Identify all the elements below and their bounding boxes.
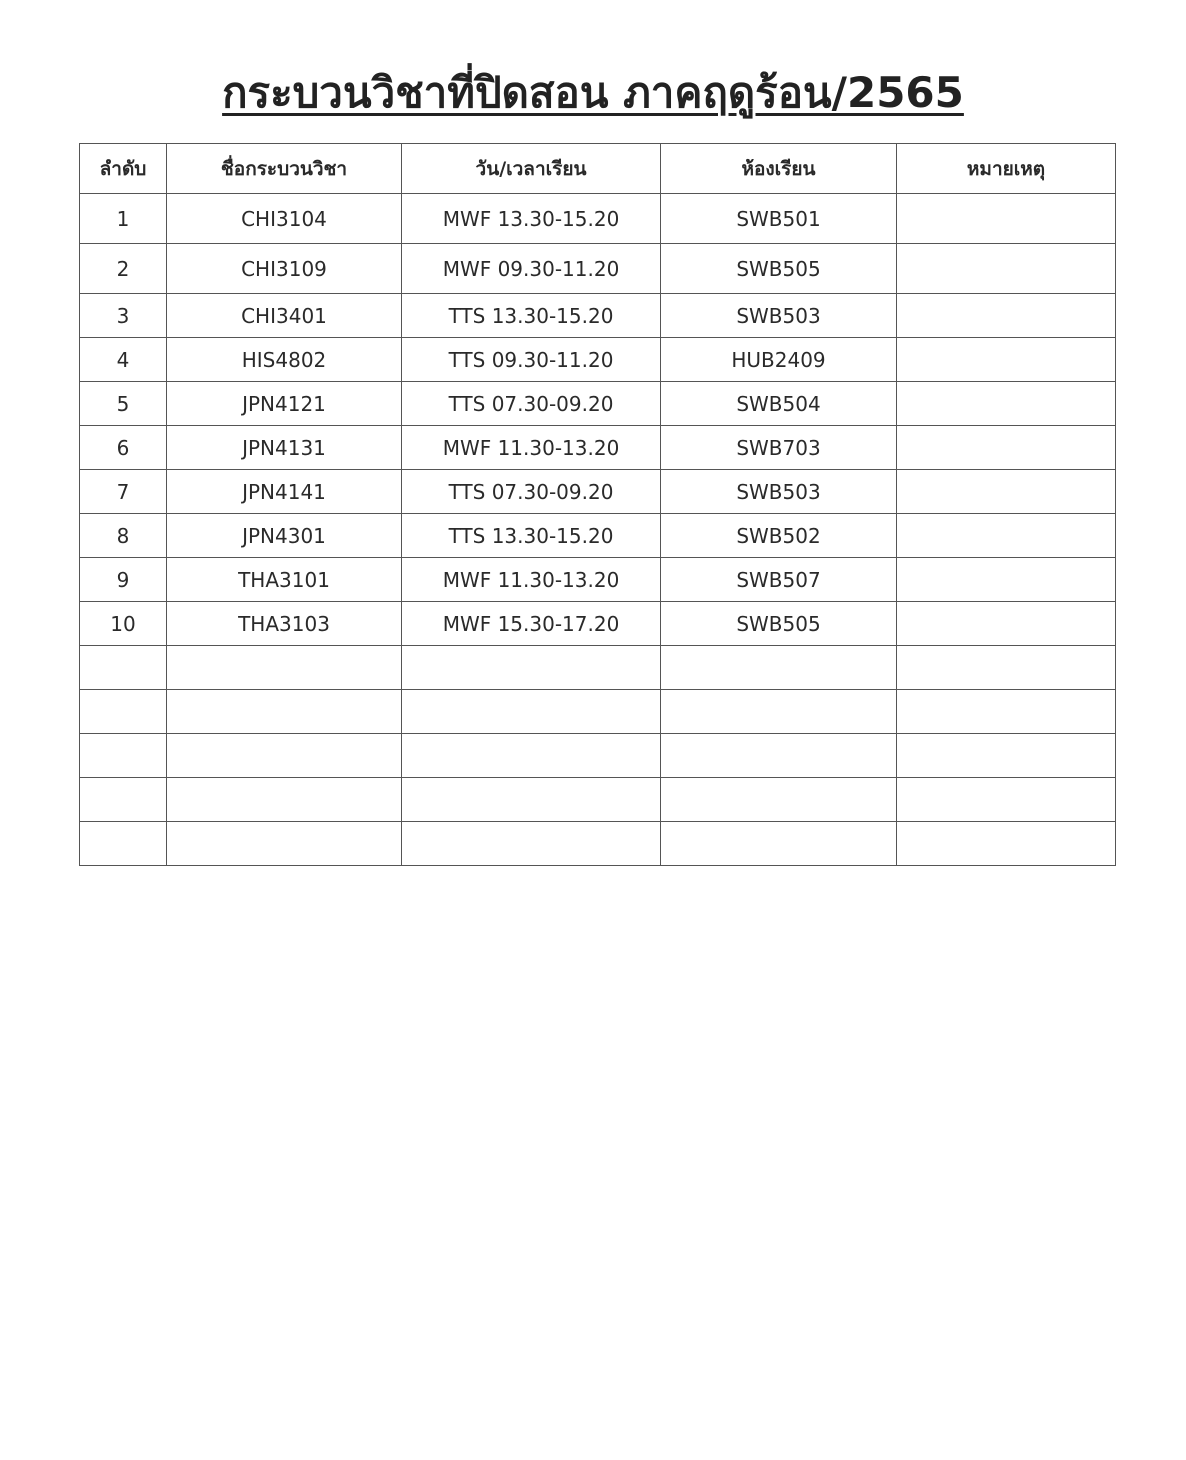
cell-order: 10	[80, 602, 167, 646]
cell-remark	[897, 514, 1116, 558]
cell-room: SWB505	[661, 602, 897, 646]
cell-time: TTS 09.30-11.20	[402, 338, 661, 382]
table-row-empty	[80, 778, 1116, 822]
table-row	[80, 382, 1116, 426]
table-row-empty	[80, 690, 1116, 734]
cell-room: SWB501	[661, 194, 897, 244]
cell-order: 3	[80, 294, 167, 338]
cell-empty	[661, 778, 897, 822]
cell-order: 6	[80, 426, 167, 470]
cell-course: JPN4141	[167, 470, 402, 514]
cell-remark	[897, 382, 1116, 426]
cell-remark	[897, 470, 1116, 514]
header-order: ลำดับ	[80, 144, 167, 194]
cell-course: HIS4802	[167, 338, 402, 382]
table-row	[80, 514, 1116, 558]
cell-empty	[80, 646, 167, 690]
cell-empty	[80, 778, 167, 822]
cell-course: JPN4121	[167, 382, 402, 426]
table-row-empty	[80, 646, 1116, 690]
cell-room: SWB505	[661, 244, 897, 294]
cell-remark	[897, 558, 1116, 602]
cell-room: SWB503	[661, 294, 897, 338]
cell-empty	[897, 646, 1116, 690]
cell-order: 1	[80, 194, 167, 244]
cell-remark	[897, 244, 1116, 294]
table-row-empty	[80, 734, 1116, 778]
cell-empty	[167, 778, 402, 822]
table-row	[80, 470, 1116, 514]
table-row	[80, 244, 1116, 294]
table-row-empty	[80, 822, 1116, 866]
cell-empty	[897, 778, 1116, 822]
cell-order: 2	[80, 244, 167, 294]
cell-empty	[80, 822, 167, 866]
cell-empty	[402, 690, 661, 734]
cell-course: THA3101	[167, 558, 402, 602]
cell-empty	[80, 734, 167, 778]
cell-empty	[661, 734, 897, 778]
table-row	[80, 338, 1116, 382]
cell-remark	[897, 194, 1116, 244]
page-title-text: กระบวนวิชาที่ปิดสอน ภาคฤดูร้อน/2565	[222, 68, 964, 117]
cell-course: THA3103	[167, 602, 402, 646]
cell-room: SWB502	[661, 514, 897, 558]
table-row	[80, 294, 1116, 338]
cell-time: MWF 13.30-15.20	[402, 194, 661, 244]
cell-empty	[402, 734, 661, 778]
cell-time: MWF 11.30-13.20	[402, 426, 661, 470]
course-schedule-table	[79, 143, 1116, 866]
cell-time: TTS 13.30-15.20	[402, 514, 661, 558]
cell-time: MWF 09.30-11.20	[402, 244, 661, 294]
cell-empty	[661, 690, 897, 734]
table-header-row	[80, 144, 1116, 194]
cell-empty	[897, 822, 1116, 866]
cell-order: 8	[80, 514, 167, 558]
cell-empty	[167, 822, 402, 866]
cell-empty	[167, 734, 402, 778]
cell-room: SWB703	[661, 426, 897, 470]
cell-empty	[80, 690, 167, 734]
cell-empty	[402, 778, 661, 822]
page-title	[0, 58, 1186, 128]
cell-empty	[402, 646, 661, 690]
cell-empty	[661, 822, 897, 866]
cell-time: MWF 11.30-13.20	[402, 558, 661, 602]
cell-remark	[897, 338, 1116, 382]
cell-remark	[897, 294, 1116, 338]
table-row	[80, 602, 1116, 646]
cell-course: CHI3401	[167, 294, 402, 338]
cell-course: CHI3109	[167, 244, 402, 294]
cell-course: JPN4131	[167, 426, 402, 470]
cell-time: TTS 07.30-09.20	[402, 470, 661, 514]
cell-remark	[897, 602, 1116, 646]
cell-order: 9	[80, 558, 167, 602]
table-row	[80, 558, 1116, 602]
header-day-time: วัน/เวลาเรียน	[402, 144, 661, 194]
header-course-name: ชื่อกระบวนวิชา	[167, 144, 402, 194]
cell-empty	[402, 822, 661, 866]
header-room: ห้องเรียน	[661, 144, 897, 194]
cell-course: CHI3104	[167, 194, 402, 244]
cell-time: MWF 15.30-17.20	[402, 602, 661, 646]
cell-order: 7	[80, 470, 167, 514]
cell-time: TTS 13.30-15.20	[402, 294, 661, 338]
cell-room: HUB2409	[661, 338, 897, 382]
cell-remark	[897, 426, 1116, 470]
cell-empty	[661, 646, 897, 690]
cell-order: 5	[80, 382, 167, 426]
cell-order: 4	[80, 338, 167, 382]
cell-course: JPN4301	[167, 514, 402, 558]
cell-empty	[167, 646, 402, 690]
cell-empty	[167, 690, 402, 734]
table-row	[80, 426, 1116, 470]
cell-room: SWB507	[661, 558, 897, 602]
cell-empty	[897, 690, 1116, 734]
table-row	[80, 194, 1116, 244]
cell-time: TTS 07.30-09.20	[402, 382, 661, 426]
cell-room: SWB504	[661, 382, 897, 426]
cell-empty	[897, 734, 1116, 778]
header-remark: หมายเหตุ	[897, 144, 1116, 194]
cell-room: SWB503	[661, 470, 897, 514]
